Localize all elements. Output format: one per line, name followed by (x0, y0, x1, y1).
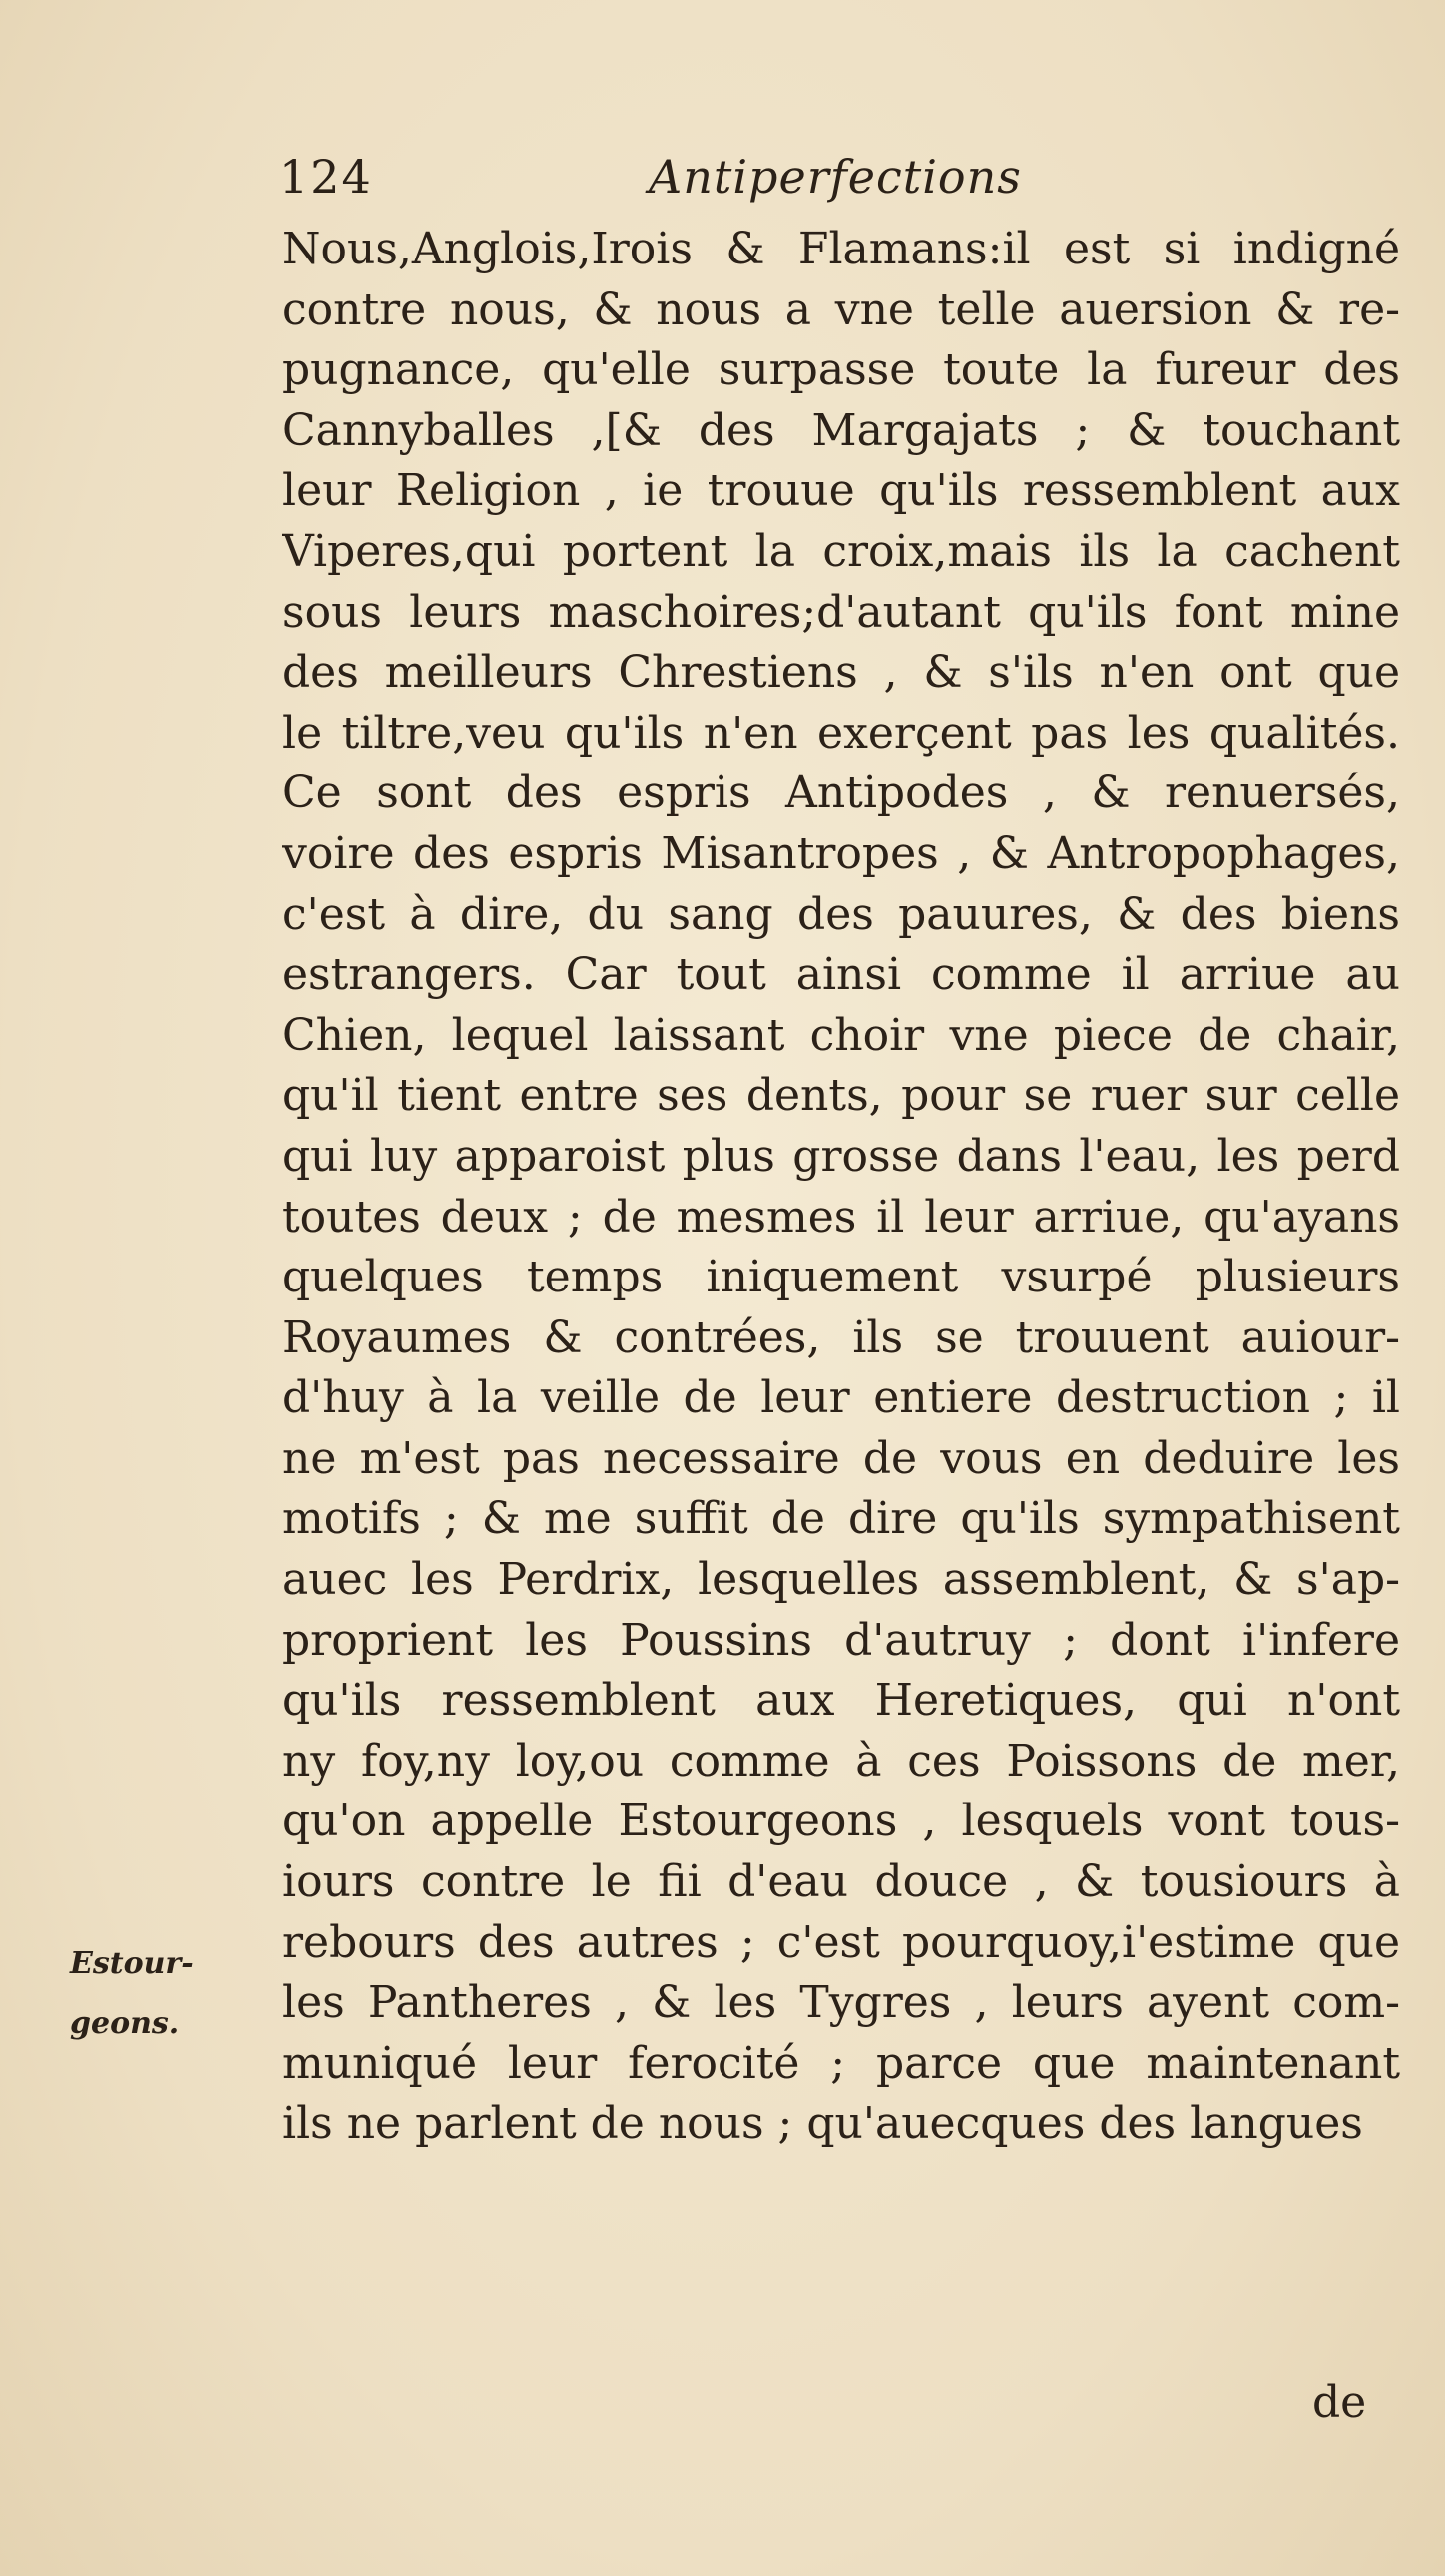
page-number: 124 (279, 150, 373, 204)
text-line: toutes deux ; de mesmes il leur arriue, qu'ayans (282, 1191, 1400, 1243)
body-text (282, 220, 1400, 2155)
text-line: qui luy apparoist plus grosse dans l'eau, les perd (282, 1130, 1400, 1182)
text-line: Chien, lequel laissant choir vne piece de chair, (282, 1009, 1400, 1061)
text-line: contre nous, & nous a vne telle auersion & re- (282, 283, 1400, 335)
text-line: des meilleurs Chrestiens , & s'ils n'en ont que (282, 647, 1400, 699)
text-line: Cannyballes ,[& des Margajats ; & touchant (282, 404, 1400, 456)
text-line: Royaumes & contrées, ils se trouuent auiour- (282, 1311, 1400, 1363)
text-line: leur Religion , ie trouue qu'ils ressemblent aux (282, 465, 1400, 517)
text-line: qu'on appelle Estourgeons , lesquels vont tous- (282, 1796, 1400, 1847)
text-line: qu'il tient entre ses dents, pour se ruer sur celle (282, 1070, 1400, 1122)
text-line: ne m'est pas necessaire de vous en deduire les (282, 1432, 1400, 1484)
text-line: proprient les Poussins d'autruy ; dont i'infere (282, 1614, 1400, 1666)
text-line: muniqué leur ferocité ; parce que maintenant (282, 2037, 1400, 2089)
margin-note-line: geons. (70, 2006, 180, 2041)
text-line: iours contre le fii d'eau douce , & tousiours à (282, 1856, 1400, 1908)
text-line: pugnance, qu'elle surpasse toute la fureur des (282, 344, 1400, 396)
text-line: auec les Perdrix, lesquelles assemblent, & s'ap- (282, 1554, 1400, 1606)
text-line: estrangers. Car tout ainsi comme il arriue au (282, 949, 1400, 1001)
text-line: motifs ; & me suffit de dire qu'ils sympathisent (282, 1493, 1400, 1545)
text-line: qu'ils ressemblent aux Heretiques, qui n'ont (282, 1675, 1400, 1727)
margin-note (70, 1934, 259, 2054)
margin-note-line: Estour- (70, 1946, 194, 1981)
text-line: ils ne parlent de nous ; qu'auecques des langues (282, 2098, 1363, 2150)
text-line: voire des espris Misantropes , & Antropophages, (282, 827, 1400, 879)
text-line: Viperes,qui portent la croix,mais ils la cachent (282, 525, 1400, 577)
text-line: sous leurs maschoires;d'autant qu'ils font mine (282, 586, 1400, 638)
catchword: de (1312, 2377, 1367, 2428)
text-line: quelques temps iniquement vsurpé plusieurs (282, 1252, 1400, 1303)
text-line: d'huy à la veille de leur entiere destruction ; il (282, 1372, 1400, 1424)
text-line: ny foy,ny loy,ou comme à ces Poissons de mer, (282, 1735, 1400, 1787)
running-title: Antiperfections (649, 150, 1022, 204)
text-line: Ce sont des espris Antipodes , & renuersés, (282, 768, 1400, 819)
text-line: c'est à dire, du sang des pauures, & des biens (282, 888, 1400, 940)
page-header (279, 150, 1397, 220)
text-line: les Pantheres , & les Tygres , leurs ayent com- (282, 1977, 1400, 2029)
text-line: le tiltre,veu qu'ils n'en exerçent pas les qualités. (282, 707, 1400, 759)
text-line: Nous,Anglois,Irois & Flamans:il est si indigné (282, 224, 1400, 274)
text-line: rebours des autres ; c'est pourquoy,i'estime que (282, 1916, 1400, 1968)
